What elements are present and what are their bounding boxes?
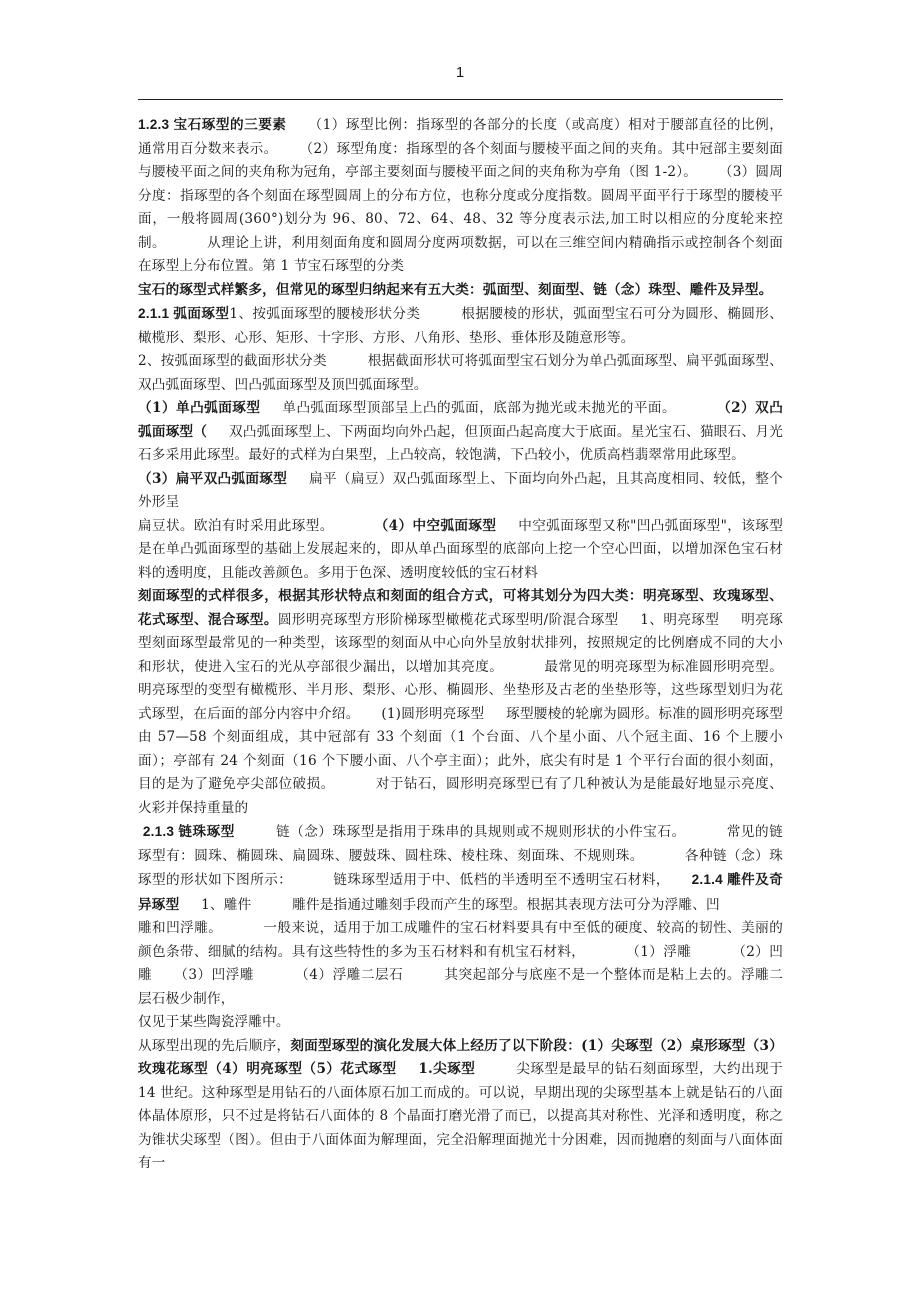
text: （1）浮雕: [626, 943, 692, 960]
text: 圆形明亮琢型方形阶梯琢型橄榄花式琢型明/阶混合琢型: [277, 611, 619, 628]
text: 根据腰棱的形状，弧面型宝石可分为圆形、椭圆形、橄榄形、梨形、心形、矩形、十字形、方形、八角形、垫形、垂体形及随意形等。: [138, 306, 783, 346]
text: 链（念）珠琢型是指用于珠串的具规则或不规则形状的小件宝石。: [275, 824, 686, 840]
bold-lead: 刻面型琢型的演化发展大体上经历了以下阶段：(1）尖琢型（2）桌形琢型（3）玫瑰花琢型（4）明亮琢型（5）花式琢型: [138, 1037, 783, 1077]
text: （2）凹雕: [138, 943, 783, 983]
text: 1、雕件: [201, 896, 252, 913]
text: 雕和凹浮雕。: [138, 920, 223, 936]
text: 2、按弧面琢型的截面形状分类: [138, 353, 327, 369]
subheading: （2）双凸弧面琢型（: [138, 400, 783, 440]
text: 中空弧面琢型又称"凹凸弧面琢型"，该琢型是在单凸弧面琢型的基础上发展起来的，即从单凸面琢型的底部向上挖一个空心凹面，以增加深色宝石材料的透明度，且能改善颜色。多用于色深、透明度较低的宝石材料: [138, 517, 783, 581]
text: 对于钻石，圆形明亮琢型已有了几种被认为是能最好地显示亮度、火彩并保持重量的: [138, 776, 783, 816]
paragraph-hollow-cabochon: [138, 515, 783, 586]
bold-lead: 刻面琢型的式样很多，根据其形状特点和刻面的组合方式，可将其划分为四大类：明亮琢型、玫瑰琢型、花式琢型、混合琢型。: [138, 588, 783, 628]
text: 最常见的明亮琢型为标准圆形明亮型。明亮琢型的变型有橄榄形、半月形、梨形、心形、椭圆形、坐垫形及古老的坐垫形等，这些琢型划归为花式琢型，在后面的部分内容中介绍。: [138, 658, 783, 722]
text: （1）琢型比例：指琢型的各部分的长度（或高度）相对于腰部直径的比例，通常用百分数来表示。: [138, 117, 783, 157]
text: 雕件是指通过雕刻手段而产生的琢型。根据其表现方法可分为浮雕、凹: [292, 896, 720, 913]
paragraph-carving: [138, 917, 783, 1011]
paragraph-cabochon-types: [138, 397, 783, 515]
text: 单凸弧面琢型顶部呈上凸的弧面，底部为抛光或未抛光的平面。: [282, 400, 677, 416]
section-heading: 2.1.3 链珠琢型: [142, 824, 235, 839]
text: （2）琢型角度：指琢型的各个刻面与腰棱平面之间的夹角。其中冠部主要刻面与腰棱平面之间的夹角称为冠角，亭部主要刻面与腰棱平面之间的夹角称为亭角（图 1-2）。: [138, 140, 784, 180]
paragraph-evolution: [138, 1035, 783, 1176]
text: 双凸弧面琢型上、下两面均向外凸起，但顶面凸起高度大于底面。星光宝石、猫眼石、月光石多采用此琢型。最好的式样为白果型，上凸较高，较饱满，下凸较小，优质高档翡翠常用此琢型。: [138, 423, 783, 463]
text: （3）圆周分度：指琢型的各个刻面在琢型圆周上的分布方位，也称分度或分度指数。圆周平面平行于琢型的腰棱平面，一般将圆周(360°)划分为 96、80、72、64、48、32 等分度表示法,加工时以相应的分度轮来控制。: [138, 164, 783, 251]
subheading: （3）扁平双凸弧面琢型: [138, 470, 288, 487]
text: 扁平（扁豆）双凸弧面琢型上、下面均向外凸起，且其高度相同、较低，整个外形呈: [138, 470, 783, 510]
page-number: 1: [455, 64, 465, 81]
text: 从琢型出现的先后顺序，: [138, 1037, 291, 1054]
paragraph-ceramic: 仅见于某些陶瓷浮雕中。: [138, 1014, 290, 1030]
text: 明亮琢型刻面琢型最常见的一种类型，该琢型的刻面从中心向外呈放射状排列，按照规定的比例磨成不同的大小和形状，使进入宝石的光从亭部很少漏出，以增加其亮度。: [138, 611, 783, 675]
subheading: （1）单凸弧面琢型: [138, 400, 261, 416]
paragraph-cabochon-section: [138, 350, 783, 397]
document-body: [138, 113, 783, 1176]
text: 从理论上讲，利用刻面角度和圆周分度两项数据，可以在三维空间内精确指示或控制各个刻面在琢型上分布位置。第 1 节宝石琢型的分类: [138, 234, 783, 274]
text: 一般来说，适用于加工成雕件的宝石材料要具有中至低的硬度、较高的韧性、美丽的颜色条带、细腻的结构。具有这些特性的多为玉石材料和有机宝石材料，: [138, 920, 783, 960]
section-heading: 1.2.3 宝石琢型的三要素: [138, 117, 287, 132]
text: 各种链（念）珠琢型的形状如下图所示：: [138, 847, 783, 888]
section-heading: 2.1.4 雕件及奇异琢型: [138, 872, 783, 912]
subheading: （4）中空弧面琢型: [374, 517, 497, 534]
paragraph-bead: [138, 820, 783, 917]
paragraph-five-types: 宝石的琢型式样繁多，但常见的琢型归纳起来有五大类：弧面型、刻面型、链（念）珠型、雕件及异型。: [138, 281, 773, 298]
text: 尖琢型是最早的钻石刻面琢型，大约出现于 14 世纪。这种琢型是用钻石的八面体原石加工而成的。可以说，早期出现的尖琢型基本上就是钻石的八面体晶体原形，只不过是将钻石八面体的 8 个晶面打磨光滑了而已，以提高其对称性、光泽和透明度，称之为锥状尖琢型（图）。但由于八面体面为解理面，完全沿解理面抛光十分困难，因而抛磨的刻面与八面体面有一: [138, 1061, 783, 1171]
text: （3）凹浮雕: [173, 967, 255, 983]
text: 1、明亮琢型: [640, 611, 720, 628]
text: （4）浮雕二层石: [294, 967, 404, 983]
header-rule: [138, 99, 783, 100]
paragraph-cut-elements: [138, 113, 783, 279]
text: 常见的链琢型有：圆珠、椭圆珠、扁圆珠、腰鼓珠、圆柱珠、棱柱珠、刻面珠、不规则珠。: [138, 824, 783, 864]
subheading: 1.尖琢型: [418, 1061, 476, 1077]
text: 扁豆状。欧泊有时采用此琢型。: [138, 517, 334, 534]
text: 琢型腰棱的轮廓为圆形。标准的圆形明亮琢型由 57—58 个刻面组成，其中冠部有 33 个刻面（1 个台面、八个星小面、八个冠主面、16 个上腰小面）；亭部有 24 个刻面（16 个下腰小面、八个亭主面）；此外，底尖有时是 1 个平行台面的很小刻面，目的是为了避免亭尖部位破损。: [138, 705, 784, 792]
text: 根据截面形状可将弧面型宝石划分为单凸弧面琢型、扁平弧面琢型、双凸弧面琢型、凹凸弧面琢型及顶凹弧面琢型。: [138, 353, 783, 393]
text: 1、按弧面琢型的腰棱形状分类: [229, 306, 421, 322]
paragraph-cabochon: [138, 302, 783, 350]
paragraph-faceted: [138, 585, 783, 820]
text: 链珠琢型适用于中、低档的半透明至不透明宝石材料，: [333, 872, 670, 888]
text: (1)圆形明亮琢型: [381, 705, 485, 722]
section-heading: 2.1.1 弧面琢型: [138, 306, 230, 321]
text: 其突起部分与底座不是一个整体而是粘上去的。浮雕二层石极少制作，: [138, 967, 783, 1007]
